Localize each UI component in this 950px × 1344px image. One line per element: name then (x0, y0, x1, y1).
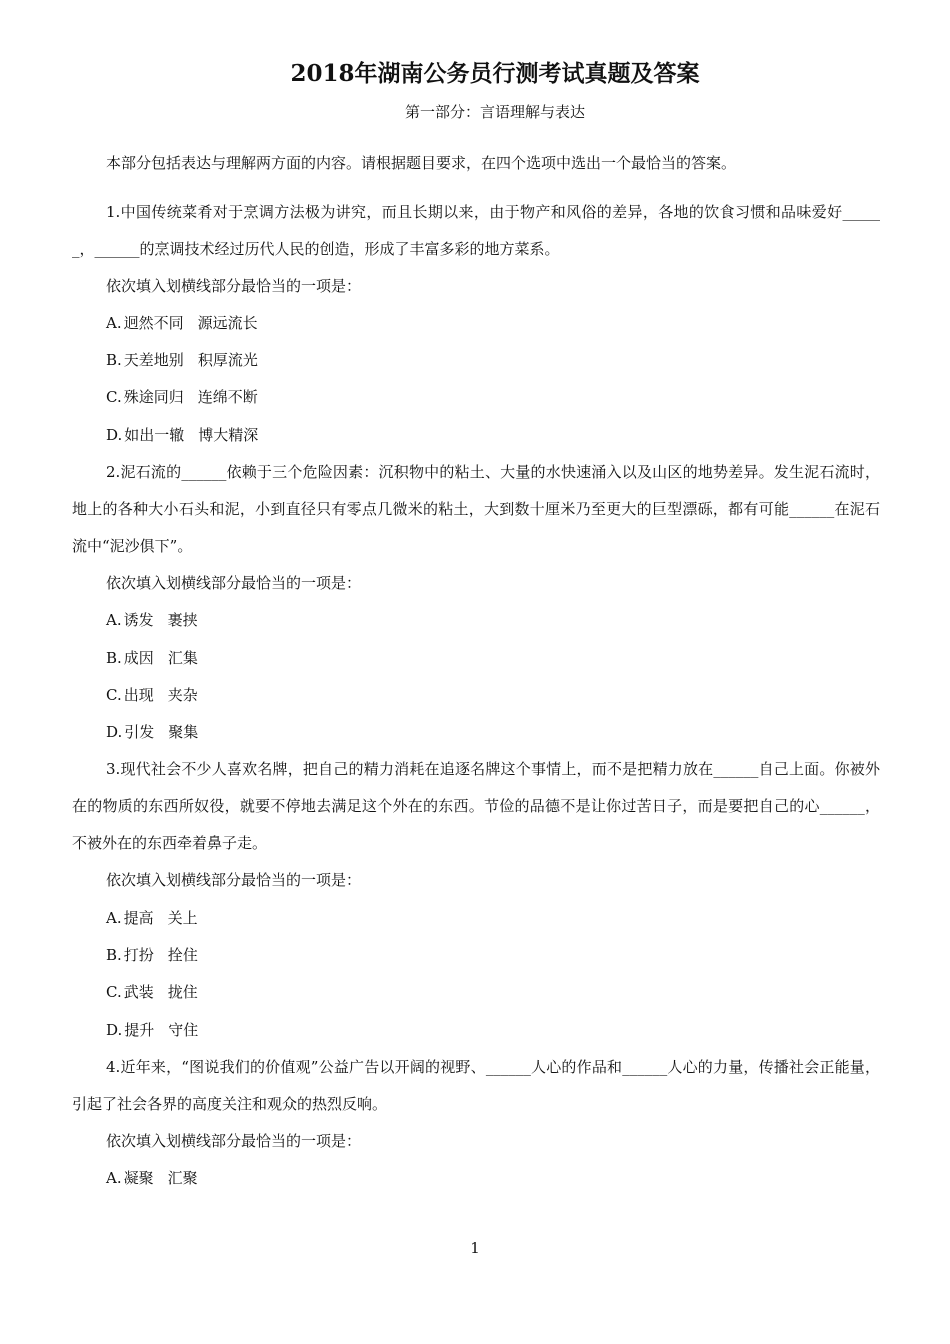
question-4 (72, 1049, 880, 1198)
question-text: 2.泥石流的______依赖于三个危险因素：沉积物中的粘土、大量的水快速涌入以及山区的地势差异。发生泥石流时，地上的各种大小石头和泥，小到直径只有零点几微米的粘土，大到数十厘米乃至更大的巨型漂砾，都有可能______在泥石流中“泥沙俱下”。 (72, 462, 880, 555)
option-b: B. 天差地别 积厚流光 (106, 351, 258, 370)
question-text: 4.近年来，“图说我们的价值观”公益广告以开阔的视野、______人心的作品和______人心的力量，传播社会正能量，引起了社会各界的高度关注和观众的热烈反响。 (72, 1057, 880, 1113)
option-a: A. 提高 关上 (106, 908, 198, 927)
question-prompt: 依次填入划横线部分最恰当的一项是： (106, 276, 362, 295)
option-c: C. 武装 拢住 (106, 983, 198, 1002)
document-title: 2018年湖南公务员行测考试真题及答案 (290, 60, 700, 87)
question-text: 3.现代社会不少人喜欢名牌，把自己的精力消耗在追逐名牌这个事情上，而不是把精力放在______自己上面。你被外在的物质的东西所奴役，就要不停地去满足这个外在的东西。节俭的品德不是让你过苦日子，而是要把自己的心______，不被外在的东西牵着鼻子走。 (72, 760, 880, 853)
page-number: 1 (470, 1239, 480, 1257)
option-b: B. 成因 汇集 (106, 648, 198, 667)
option-a: A. 诱发 裹挟 (106, 611, 198, 630)
option-d: D. 提升 守住 (106, 1020, 199, 1039)
question-2 (72, 454, 880, 751)
document-body (72, 145, 880, 1198)
option-a: A. 凝聚 汇聚 (106, 1169, 198, 1188)
intro-paragraph: 本部分包括表达与理解两方面的内容。请根据题目要求，在四个选项中选出一个最恰当的答案。 (106, 154, 737, 172)
option-d: D. 引发 聚集 (106, 723, 199, 742)
question-1 (72, 194, 880, 454)
option-c: C. 出现 夹杂 (106, 685, 198, 704)
question-3 (72, 751, 880, 1048)
question-prompt: 依次填入划横线部分最恰当的一项是： (106, 1131, 362, 1150)
option-d: D. 如出一辙 博大精深 (106, 425, 259, 444)
question-prompt: 依次填入划横线部分最恰当的一项是： (106, 573, 362, 592)
option-a: A. 迥然不同 源远流长 (106, 313, 258, 332)
option-c: C. 殊途同归 连绵不断 (106, 388, 258, 407)
section-heading: 第一部分：言语理解与表达 (404, 103, 585, 121)
option-b: B. 打扮 拴住 (106, 946, 198, 965)
question-prompt: 依次填入划横线部分最恰当的一项是： (106, 871, 362, 890)
question-text: 1.中国传统菜肴对于烹调方法极为讲究，而且长期以来，由于物产和风俗的差异，各地的饮食习惯和品味爱好______，______的烹调技术经过历代人民的创造，形成了丰富多彩的地方菜系。 (72, 202, 880, 258)
